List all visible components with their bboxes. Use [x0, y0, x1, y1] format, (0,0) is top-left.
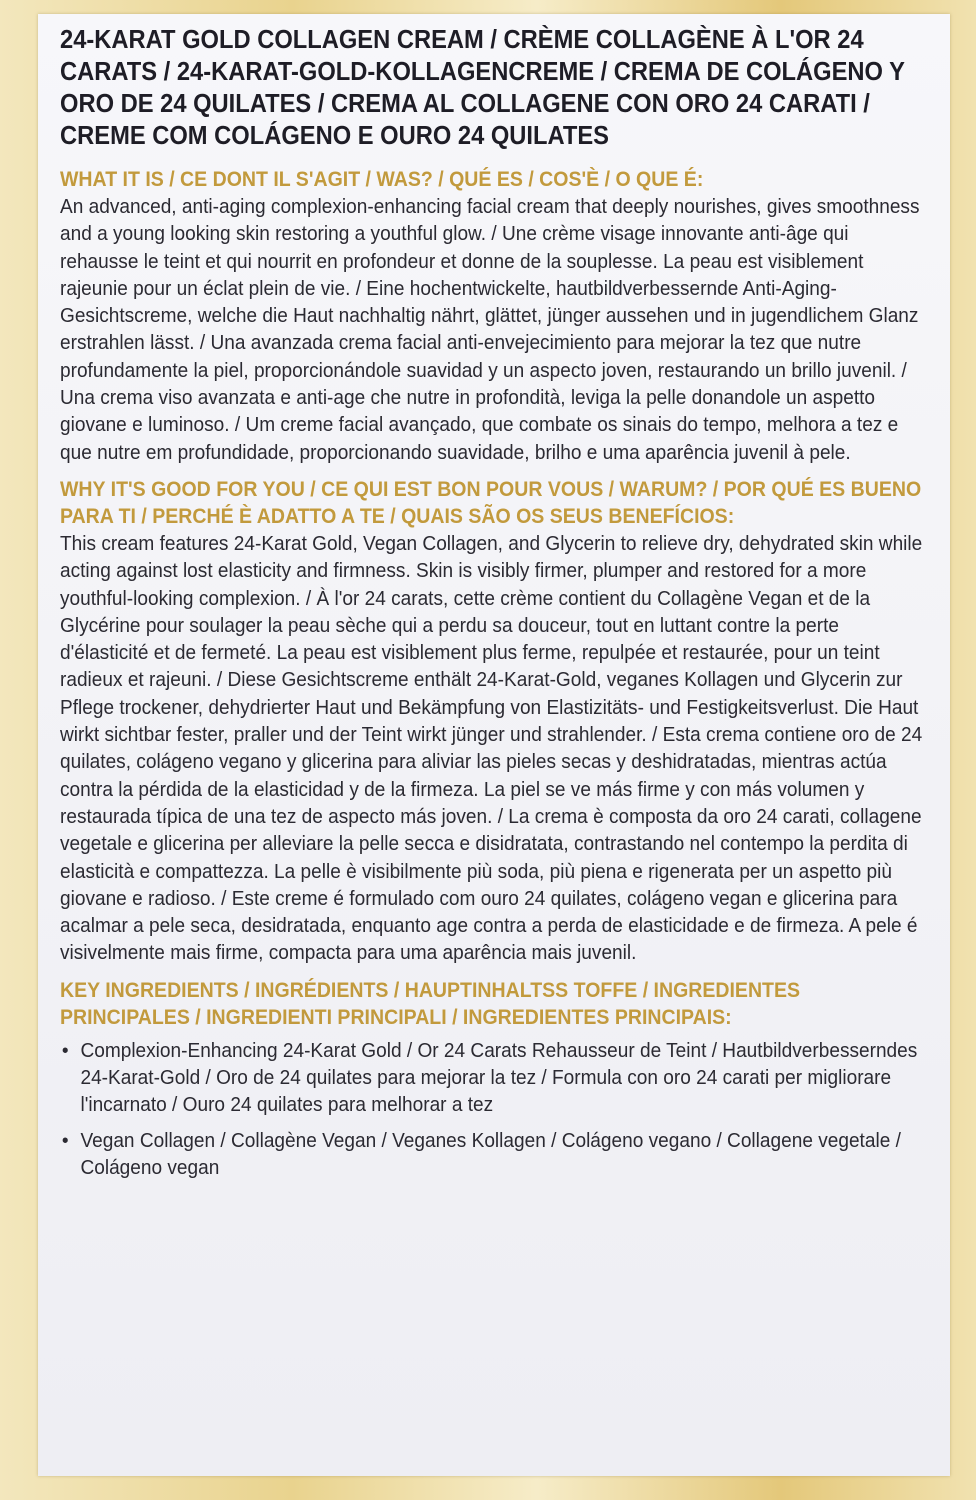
section-heading-key-ingredients: KEY INGREDIENTS / INGRÉDIENTS / HAUPTINHALTSS TOFFE / INGREDIENTES PRINCIPALES / INGREDIENTI PRINCIPALI / INGREDIENTES PRINCIPAIS: — [60, 978, 801, 1029]
section-body-what-it-is: An advanced, anti-aging complexion-enhancing facial cream that deeply nourishes, gives smoothness and a young looking skin restoring a youthful glow. / Une crème visage innovante anti-âge qui rehausse le teint et qui nourrit en profondeur et donne de la souplesse. La peau est visiblement rajeunie pour un éclat plein de vie. / Eine hochentwickelte, hautbildverbessernde Anti-Aging-Gesichtscreme, welche die Haut nachhaltig nährt, glättet, jünger aussehen und in jugendlichem Glanz erstrahlen lässt. / Una avanzada crema facial anti-envejecimiento para mejorar la tez que nutre profundamente la piel, proporcionándole suavidad y un aspecto joven, restaurando un brillo juvenil. / Una crema viso avanzata e anti-age che nutre in profondità, leviga la pelle donandole un aspetto giovane e luminoso. / Um creme facial avançado, que combate os sinais do tempo, melhora a tez e que nutre em profundidade, proporcionando suavidade, brilho e uma aparência juvenil à pele. — [60, 195, 920, 464]
product-title: 24-KARAT GOLD COLLAGEN CREAM / CRÈME COLLAGÈNE À L'OR 24 CARATS / 24-KARAT-GOLD-KOLLAGENCREME / CREMA DE COLÁGENO Y ORO DE 24 QUILATES / CREMA AL COLLAGENE CON ORO 24 CARATI / CREME COM COLÁGENO E OURO 24 QUILATES — [60, 26, 905, 150]
label-panel — [38, 14, 950, 1476]
ingredient-item-gold: • Complexion-Enhancing 24-Karat Gold / Or 24 Carats Rehausseur de Teint / Hautbildverbesserndes 24-Karat-Gold / Oro de 24 quilates para mejorar la tez / Formula con oro 24 carati per migliorare l'incarnato / Ouro 24 quilates para melhorar a tez — [60, 1037, 925, 1119]
section-body-benefits: This cream features 24-Karat Gold, Vegan Collagen, and Glycerin to relieve dry, dehydrated skin while acting against lost elasticity and firmness. Skin is visibly firmer, plumper and restored for a more youthful-looking complexion. / À l'or 24 carats, cette crème contient du Collagène Vegan et de la Glycérine pour soulager la peau sèche qui a perdu sa douceur, tout en luttant contre la perte d'élasticité et de fermeté. La peau est visiblement plus ferme, repulpée et restaurée, pour un teint radieux et rajeuni. / Diese Gesichtscreme enthält 24-Karat-Gold, veganes Kollagen und Glycerin zur Pflege trockener, dehydrierter Haut und Bekämpfung von Elastizitäts- und Festigkeitsverlust. Die Haut wirkt sichtbar fester, praller und der Teint wirkt jünger und strahlender. / Esta crema contiene oro de 24 quilates, colágeno vegano y glicerina para aliviar las pieles secas y deshidratadas, mientras actúa contra la pérdida de la elasticidad y de la firmeza. La piel se ve más firme y con más volumen y restaurada típica de una tez de aspecto más joven. / La crema è composta da oro 24 carati, collagene vegetale e glicerina per alleviare la pelle secca e disidratata, contrastando nel contempo la perdita di elasticità e compattezza. La pelle è visibilmente più soda, più piena e rigenerata per un aspetto più giovane e radioso. / Este creme é formulado com ouro 24 quilates, colágeno vegan e glicerina para acalmar a pele seca, desidratada, enquanto age contra a perda de elasticidade e de firmeza. A pele é visivelmente mais firme, compacta para uma aparência mais juvenil. — [60, 531, 923, 965]
section-heading-benefits: WHY IT'S GOOD FOR YOU / CE QUI EST BON POUR VOUS / WARUM? / POR QUÉ ES BUENO PARA TI / PERCHÉ È ADATTO A TE / QUAIS SÃO OS SEUS BENEFÍCIOS: — [60, 477, 922, 528]
section-heading-what-it-is: WHAT IT IS / CE DONT IL S'AGIT / WAS? / QUÉ ES / COS'È / O QUE É: — [60, 168, 704, 191]
label-content — [60, 24, 923, 1189]
ingredients-list — [60, 1037, 925, 1181]
ingredient-item-collagen: • Vegan Collagen / Collagène Vegan / Veganes Kollagen / Colágeno vegano / Collagene vegetale / Colágeno vegan — [60, 1127, 925, 1182]
